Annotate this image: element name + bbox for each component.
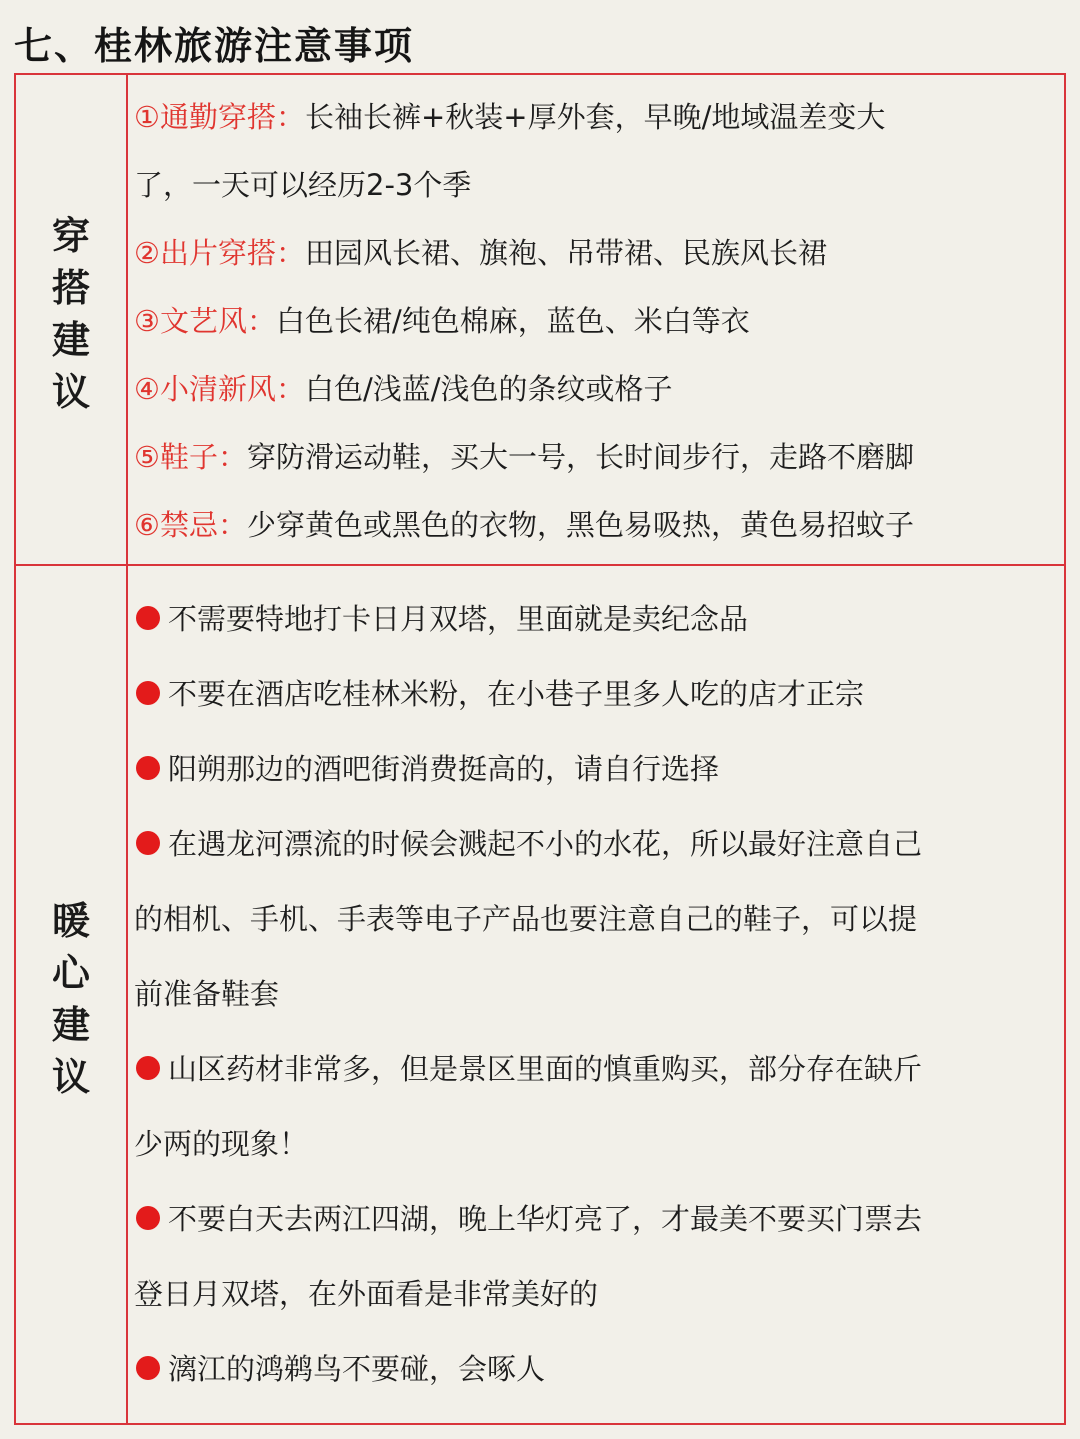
outfit-item-text: 白色长裙/纯色棉麻，蓝色、米白等衣 [276,304,750,338]
red-dot-icon [136,831,160,855]
red-dot-icon [136,681,160,705]
outfit-item-text: 穿防滑运动鞋，买大一号，长时间步行，走路不磨脚 [247,440,915,474]
outfit-item-key: ⑤鞋子： [134,440,247,474]
tip-item [134,807,1062,1032]
red-dot-icon [136,1056,160,1080]
tip-item [134,732,1062,807]
red-dot-icon [136,606,160,630]
outfit-item-text: 白色/浅蓝/浅色的条纹或格子 [305,372,673,406]
label-char: 暖 [51,899,90,943]
outfit-item-text: 田园风长裙、旗袍、吊带裙、民族风长裙 [305,236,828,270]
label-char: 穿 [51,214,90,258]
tip-text: 阳朔那边的酒吧街消费挺高的，请自行选择 [168,752,720,786]
column-divider [126,75,128,1423]
tips-section-label [16,895,126,1103]
outfit-item-text: 少穿黄色或黑色的衣物，黑色易吸热，黄色易招蚊子 [247,508,915,542]
tip-item [134,1332,1062,1407]
label-char: 建 [51,1003,90,1047]
tip-item [134,1182,1062,1332]
outfit-item-key: ④小清新风： [134,372,305,406]
red-dot-icon [136,1356,160,1380]
outfit-item [134,491,1062,559]
tip-text-cont: 前准备鞋套 [134,977,280,1011]
tip-item [134,1032,1062,1182]
tip-text: 不要在酒店吃桂林米粉，在小巷子里多人吃的店才正宗 [168,677,865,711]
red-dot-icon [136,756,160,780]
tip-text: 山区药材非常多，但是景区里面的慎重购买，部分存在缺斤 [168,1052,923,1086]
page-title: 七、桂林旅游注意事项 [14,24,415,68]
label-char: 建 [51,318,90,362]
outfit-item-key: ②出片穿搭： [134,236,305,270]
red-dot-icon [136,1206,160,1230]
outfit-item-key: ①通勤穿搭： [134,100,305,134]
outfit-item [134,219,1062,287]
tip-text: 不要白天去两江四湖，晚上华灯亮了，才最美不要买门票去 [168,1202,923,1236]
tip-text: 不需要特地打卡日月双塔，里面就是卖纪念品 [168,602,749,636]
tips-list [134,582,1062,1407]
tip-text: 在遇龙河漂流的时候会溅起不小的水花，所以最好注意自己 [168,827,923,861]
outfit-item [134,423,1062,491]
tip-item [134,582,1062,657]
outfit-item [134,83,1062,219]
outfit-item-text-cont: 了，一天可以经历2-3个季 [134,168,472,202]
outfit-item [134,355,1062,423]
label-char: 搭 [51,266,90,310]
outfit-item-key: ⑥禁忌： [134,508,247,542]
outfit-item-key: ③文艺风： [134,304,276,338]
tip-text: 漓江的鸿鹈鸟不要碰，会啄人 [168,1352,546,1386]
tip-item [134,657,1062,732]
label-char: 议 [51,370,90,414]
tip-text-cont: 登日月双塔，在外面看是非常美好的 [134,1277,599,1311]
outfit-item-text: 长袖长裤+秋装+厚外套，早晚/地域温差变大 [305,100,886,134]
label-char: 议 [51,1055,90,1099]
row-divider [16,564,1064,566]
tip-text-cont: 的相机、手机、手表等电子产品也要注意自己的鞋子，可以提 [134,902,918,936]
outfit-section-label [16,210,126,418]
label-char: 心 [51,951,90,995]
outfit-item [134,287,1062,355]
tip-text-cont: 少两的现象！ [134,1127,309,1161]
tips-table [14,73,1066,1425]
outfit-list [134,83,1062,559]
